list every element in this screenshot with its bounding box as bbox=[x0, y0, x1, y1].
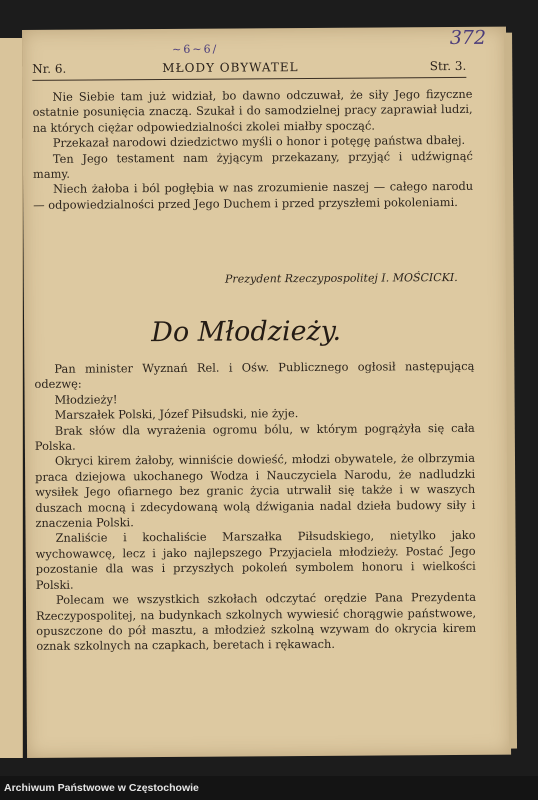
paragraph: Pan minister Wyznań Rel. i Ośw. Publicznego ogłosił następującą odezwę: bbox=[34, 358, 475, 392]
paragraph: Przekazał narodowi dziedzictwo myśli o honor i potęgę państwa dbałej. bbox=[52, 133, 466, 151]
handwritten-scribble: ~6~6/ bbox=[172, 42, 219, 56]
archive-footer: Archiwum Państwowe w Częstochowie bbox=[0, 776, 538, 800]
previous-page-edge bbox=[0, 38, 23, 758]
paragraph: Okryci kirem żałoby, winniście dowieść, młodzi obywatele, że olbrzymia praca dziejowa ukochanego Wodza i Nauczyciela Narodu, że nadludzki wysiłek Jego ofiarnego bez granic życia utrwalił się także i w waszych duszach mocną i zdecydowaną wolą dźwigania nadal dzieła budowy siły i znaczenia Polski. bbox=[35, 451, 476, 530]
paragraph: Młodzieży! bbox=[54, 392, 118, 407]
paragraph: Marszałek Polski, Józef Piłsudski, nie żyje. bbox=[54, 406, 299, 422]
paragraph: Brak słów dla wyrażenia ogromu bólu, w którym pogrążyła się cała Polska. bbox=[34, 420, 475, 453]
paragraph: Polecam we wszystkich szkołach odczytać orędzie Pana Prezydenta Rzeczypospolitej, na budynkach szkolnych wywiesić chorągwie państwowe, opuszczone do pół masztu, a młodzież szkolną wzywam do okrycia kirem oznak szkolnych na czapkach, beretach i rękawach. bbox=[36, 589, 477, 654]
presidential-signature: Prezydent Rzeczypospolitej I. MOŚCICKI. bbox=[224, 270, 458, 286]
archive-page-number: 372 bbox=[449, 26, 487, 50]
paragraph: Niech żałoba i ból pogłębia w nas zrozumienie naszej — całego narodu — odpowiedzialności przed Jego Duchem i przed przyszłemi pokoleniami. bbox=[33, 179, 474, 212]
paragraph: Znaliście i kochaliście Marszałka Piłsudskiego, nietylko jako wychowawcę, lecz i jako najlepszego Przyjaciela młodzieży. Postać Jego pozostanie dla was i przyszłych pokoleń symbolem honoru i wielkości Polski. bbox=[35, 528, 476, 592]
document-page bbox=[22, 27, 511, 758]
paragraph: Nie Siebie tam już widział, bo dawno odczuwał, że siły Jego fizyczne ostatnie posunięcia znaczą. Szukał i do samodzielnej pracy zaprawiał ludzi, na których ciężar odpowiedzialności zkolei miałby spocząć. bbox=[32, 86, 473, 135]
page-number: Str. 3. bbox=[429, 58, 467, 74]
intro-text bbox=[32, 87, 473, 213]
journal-title: MŁODY OBYWATEL bbox=[162, 60, 299, 76]
page-edge bbox=[504, 33, 517, 749]
issue-number: Nr. 6. bbox=[32, 61, 67, 76]
article-body bbox=[34, 359, 476, 655]
paragraph: Ten Jego testament nam żyjącym przekazany, przyjąć i udźwignąć mamy. bbox=[32, 148, 473, 181]
article-title: Do Młodzieży. bbox=[151, 315, 342, 349]
